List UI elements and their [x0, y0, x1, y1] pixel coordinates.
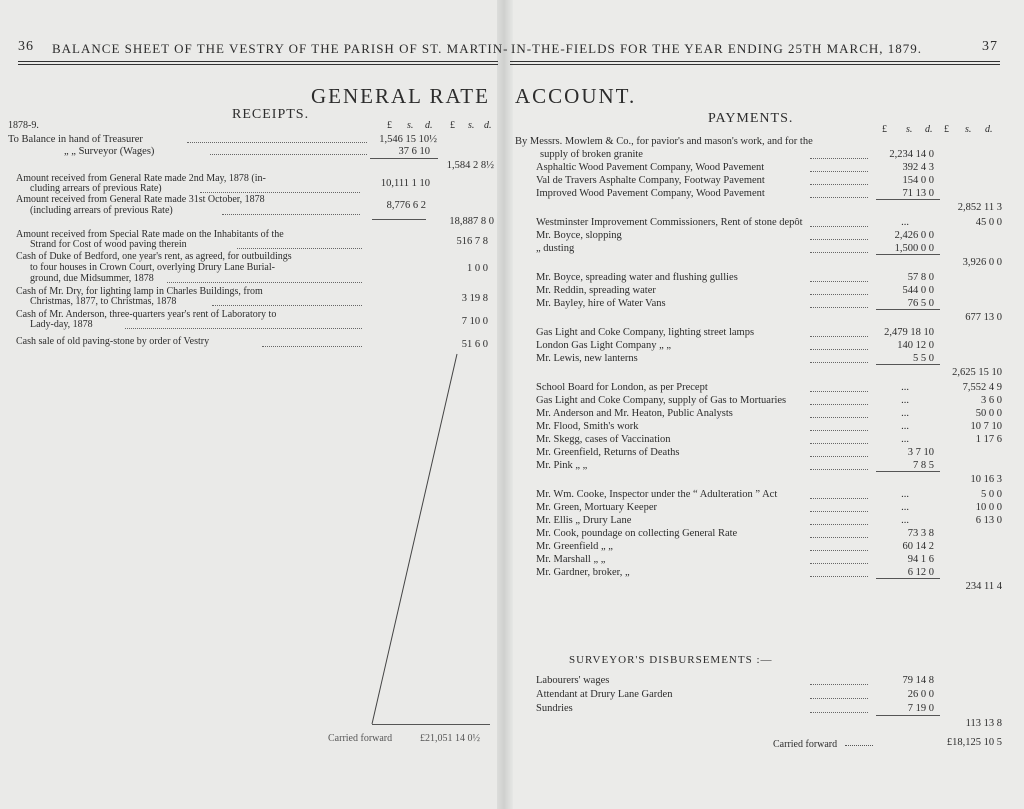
right-running-title: IN-THE-FIELDS FOR THE YEAR ENDING 25TH MARCH, 1879. — [511, 41, 923, 56]
payment-row-outer: 6 13 0 — [975, 515, 1002, 526]
title-right: ACCOUNT. — [515, 84, 637, 108]
payment-row-inner: ... — [901, 408, 909, 419]
dot-leader — [167, 274, 362, 283]
payment-row-outer: 677 13 0 — [965, 312, 1002, 323]
subtotal-rule — [876, 471, 940, 472]
payment-row-text: Mr. Anderson and Mr. Heaton, Public Analysts — [536, 408, 733, 419]
payment-row-inner: 140 12 0 — [897, 340, 934, 351]
payment-row-inner: 60 14 2 — [902, 541, 934, 552]
dot-leader — [210, 146, 367, 155]
dot-leader — [810, 436, 868, 444]
payment-row-inner: 544 0 0 — [902, 285, 934, 296]
payments-col-s-1: s. — [906, 124, 913, 135]
payments-col-pound-2: £ — [944, 124, 949, 135]
receipt-row-text: Amount received from Special Rate made on the Inhabitants of the — [16, 229, 284, 240]
receipts-heading: RECEIPTS. — [232, 107, 310, 122]
dot-leader — [810, 423, 868, 431]
subtotal-rule — [370, 158, 438, 159]
payment-row-text: Mr. Pink „ „ — [536, 460, 588, 471]
receipt-row-text: Cash of Mr. Anderson, three-quarters year's rent of Laboratory to — [16, 309, 277, 320]
payment-row-inner: 79 14 8 — [902, 675, 934, 686]
receipt-row-outer: 51 6 0 — [461, 339, 488, 350]
dot-leader — [810, 517, 868, 525]
receipt-row-outer: 3 19 8 — [461, 293, 488, 304]
payment-row-text: Mr. Gardner, broker, „ — [536, 567, 630, 578]
payments-col-pound-1: £ — [882, 124, 887, 135]
payment-row-text: Attendant at Drury Lane Garden — [536, 689, 673, 700]
payment-row-text: Improved Wood Pavement Company, Wood Pavement — [536, 188, 765, 199]
payment-row-outer: 113 13 8 — [965, 718, 1002, 729]
payment-row-text: Mr. Boyce, slopping — [536, 230, 622, 241]
payments-carried-value: £18,125 10 5 — [946, 737, 1002, 748]
payments-col-s-2: s. — [965, 124, 972, 135]
receipt-row-text: Cash sale of old paving-stone by order of Vestry — [16, 336, 210, 347]
total-rule-left — [372, 724, 490, 725]
payment-row-inner: 2,479 18 10 — [884, 327, 934, 338]
payment-row-text: Mr. Bayley, hire of Water Vans — [536, 298, 666, 309]
payment-row-outer: 3,926 0 0 — [962, 257, 1002, 268]
payment-row-inner: 3 7 10 — [907, 447, 934, 458]
payments-col-d-1: d. — [925, 124, 933, 135]
dot-leader — [810, 151, 868, 159]
receipt-row-outer: 7 10 0 — [461, 316, 488, 327]
receipt-row-text-2: Lady-day, 1878 — [30, 319, 93, 330]
payment-row-text: Asphaltic Wood Pavement Company, Wood Pavement — [536, 162, 765, 173]
subtotal-rule — [876, 199, 940, 200]
payments-heading: PAYMENTS. — [708, 111, 794, 126]
payment-row-outer: 10 7 10 — [970, 421, 1002, 432]
dot-leader — [810, 164, 868, 172]
receipts-col-d-1: d. — [425, 120, 433, 131]
payment-row-inner: ... — [901, 421, 909, 432]
dot-leader — [810, 384, 868, 392]
payment-row-text: Mr. Boyce, spreading water and flushing gullies — [536, 272, 738, 283]
dot-leader — [810, 543, 868, 551]
payment-row-text: Mr. Reddin, spreading water — [536, 285, 656, 296]
dot-leader — [810, 530, 868, 538]
receipt-row-text-2: Christmas, 1877, to Christmas, 1878 — [30, 296, 177, 307]
payment-row-inner: ... — [901, 515, 909, 526]
payment-row-inner: 57 8 0 — [907, 272, 934, 283]
payment-row-inner: 5 5 0 — [913, 353, 934, 364]
right-page-number: 37 — [982, 39, 998, 54]
payment-row-text: „ dusting — [536, 243, 575, 254]
dot-leader — [200, 184, 360, 193]
payment-row-inner: 76 5 0 — [907, 298, 934, 309]
left-page-number: 36 — [18, 39, 34, 54]
subtotal-rule — [372, 219, 426, 220]
title-left: GENERAL RATE — [311, 84, 490, 108]
header-rule-right — [510, 61, 1000, 62]
receipt-row-outer: 1,584 2 8½ — [446, 160, 494, 171]
receipt-row-text-2: Strand for Cost of wood paving therein — [30, 239, 187, 250]
dot-leader — [810, 556, 868, 564]
payment-row-text: Gas Light and Coke Company, lighting street lamps — [536, 327, 755, 338]
payment-row-outer: 1 17 6 — [975, 434, 1002, 445]
payment-row-inner: ... — [901, 217, 909, 228]
dot-leader — [810, 329, 868, 337]
dot-leader — [810, 705, 868, 713]
dot-leader — [810, 177, 868, 185]
book-gutter — [497, 0, 513, 809]
receipt-row-text-2: (including arrears of previous Rate) — [30, 205, 173, 216]
dot-leader — [810, 691, 868, 699]
payment-row-text: Mr. Ellis „ Drury Lane — [536, 515, 632, 526]
payment-row-outer: 2,625 15 10 — [952, 367, 1002, 378]
receipt-row-outer: 18,887 8 0 — [449, 216, 494, 227]
payment-row-inner: 94 1 6 — [907, 554, 934, 565]
dot-leader — [810, 245, 868, 253]
receipt-row-text: „ „ Surveyor (Wages) — [64, 146, 155, 157]
payment-row-text: By Messrs. Mowlem & Co., for pavior's and mason's work, and for the — [515, 136, 813, 147]
payment-row-text: Val de Travers Asphalte Company, Footway Pavement — [536, 175, 765, 186]
payment-row-outer: 45 0 0 — [975, 217, 1002, 228]
header-rule-left — [18, 61, 498, 62]
dot-leader — [810, 491, 868, 499]
dot-leader — [810, 342, 868, 350]
dot-leader — [810, 504, 868, 512]
receipts-col-d-2: d. — [484, 120, 492, 131]
payment-row-outer: 5 0 0 — [981, 489, 1002, 500]
payment-row-inner: ... — [901, 382, 909, 393]
receipt-row-text: Cash of Mr. Dry, for lighting lamp in Charles Buildings, from — [16, 286, 263, 297]
receipt-row-outer: 516 7 8 — [456, 236, 488, 247]
payment-row-inner: 392 4 3 — [902, 162, 934, 173]
receipt-row-outer: 1 0 0 — [467, 263, 488, 274]
dot-leader — [810, 300, 868, 308]
receipt-row-inner: 8,776 6 2 — [386, 200, 426, 211]
receipt-row-text-3: ground, due Midsummer, 1878 — [30, 273, 154, 284]
payment-row-inner: 73 3 8 — [907, 528, 934, 539]
payments-col-d-2: d. — [985, 124, 993, 135]
dot-leader — [810, 287, 868, 295]
dot-leader — [222, 206, 360, 215]
payment-row-inner: 7 8 5 — [913, 460, 934, 471]
payment-row-outer: 234 11 4 — [965, 581, 1002, 592]
payment-row-text: Westminster Improvement Commissioners, Rent of stone depôt — [536, 217, 803, 228]
header-rule-left-2 — [18, 64, 498, 65]
dot-leader — [810, 462, 868, 470]
surveyor-heading: SURVEYOR'S DISBURSEMENTS :— — [569, 654, 773, 666]
subtotal-rule — [876, 364, 940, 365]
subtotal-rule — [876, 578, 940, 579]
subtotal-rule — [876, 309, 940, 310]
payment-row-text: Mr. Wm. Cooke, Inspector under the “ Adulteration ” Act — [536, 489, 778, 500]
payment-row-text: Mr. Green, Mortuary Keeper — [536, 502, 657, 513]
payment-row-outer: 50 0 0 — [975, 408, 1002, 419]
dot-leader — [810, 410, 868, 418]
dot-leader — [810, 190, 868, 198]
dot-leader — [810, 219, 868, 227]
payment-row-text-2: supply of broken granite — [540, 149, 643, 160]
subtotal-rule — [876, 254, 940, 255]
dot-leader — [212, 297, 362, 306]
payment-row-text: Mr. Flood, Smith's work — [536, 421, 639, 432]
payment-row-text: Gas Light and Coke Company, supply of Gas to Mortuaries — [536, 395, 787, 406]
payment-row-text: Mr. Greenfield „ „ — [536, 541, 613, 552]
receipt-row-text-2: cluding arrears of previous Rate) — [30, 183, 162, 194]
payment-row-text: Mr. Skegg, cases of Vaccination — [536, 434, 671, 445]
payment-row-text: Mr. Greenfield, Returns of Deaths — [536, 447, 680, 458]
payment-row-inner: ... — [901, 434, 909, 445]
receipt-row-text: Amount received from General Rate made 31st October, 1878 — [16, 194, 265, 205]
payment-row-outer: 2,852 11 3 — [957, 202, 1002, 213]
dot-leader — [810, 449, 868, 457]
payment-row-text: Mr. Cook, poundage on collecting General Rate — [536, 528, 738, 539]
receipt-row-text-2: to four houses in Crown Court, overlying Drury Lane Burial- — [30, 262, 275, 273]
receipts-carried-value: £21,051 14 0½ — [420, 733, 480, 744]
left-running-title: BALANCE SHEET OF THE VESTRY OF THE PARISH OF ST. MARTIN- — [52, 41, 509, 56]
header-rule-right-2 — [510, 64, 1000, 65]
dot-leader — [125, 320, 362, 329]
payment-row-inner: 2,426 0 0 — [894, 230, 934, 241]
payment-row-outer: 10 16 3 — [970, 474, 1002, 485]
filler-stroke — [360, 350, 470, 730]
payment-row-text: London Gas Light Company „ „ — [536, 340, 672, 351]
receipts-col-pound-1: £ — [387, 120, 392, 131]
dot-leader — [810, 274, 868, 282]
dot-leader — [810, 569, 868, 577]
payment-row-inner: 154 0 0 — [902, 175, 934, 186]
payment-row-inner: 7 19 0 — [907, 703, 934, 714]
dot-leader — [262, 338, 362, 347]
payment-row-text: Mr. Lewis, new lanterns — [536, 353, 638, 364]
dot-leader — [810, 397, 868, 405]
dot-leader — [237, 240, 362, 249]
payment-row-text: Mr. Marshall „ „ — [536, 554, 606, 565]
payment-row-inner: 71 13 0 — [902, 188, 934, 199]
dot-leader — [810, 355, 868, 363]
receipt-row-text: Amount received from General Rate made 2nd May, 1878 (in- — [16, 173, 266, 184]
dot-leader — [845, 745, 873, 746]
receipt-row-inner: 1,546 15 10½ — [379, 134, 437, 145]
receipt-row-inner: 10,111 1 10 — [380, 178, 430, 189]
dot-leader — [810, 232, 868, 240]
payment-row-inner: 26 0 0 — [907, 689, 934, 700]
receipts-year: 1878-9. — [8, 120, 39, 131]
receipt-row-text: Cash of Duke of Bedford, one year's rent, as agreed, for outbuildings — [16, 251, 292, 262]
receipt-row-text: To Balance in hand of Treasurer — [8, 134, 143, 145]
payments-carried-label: Carried forward — [773, 739, 838, 750]
payment-row-inner: ... — [901, 502, 909, 513]
receipts-carried-label: Carried forward — [328, 733, 393, 744]
payment-row-text: Sundries — [536, 703, 573, 714]
payment-row-outer: 7,552 4 9 — [962, 382, 1002, 393]
payment-row-outer: 3 6 0 — [981, 395, 1002, 406]
subtotal-rule — [876, 715, 940, 716]
payment-row-outer: 10 0 0 — [975, 502, 1002, 513]
payment-row-inner: 2,234 14 0 — [889, 149, 934, 160]
dot-leader — [810, 677, 868, 685]
dot-leader — [187, 134, 367, 143]
receipt-row-inner: 37 6 10 — [398, 146, 430, 157]
payment-row-inner: 1,500 0 0 — [894, 243, 934, 254]
payment-row-text: School Board for London, as per Precept — [536, 382, 708, 393]
receipts-col-s-1: s. — [407, 120, 414, 131]
payment-row-inner: ... — [901, 489, 909, 500]
receipts-col-s-2: s. — [468, 120, 475, 131]
payment-row-inner: ... — [901, 395, 909, 406]
payment-row-inner: 6 12 0 — [907, 567, 934, 578]
payment-row-text: Labourers' wages — [536, 675, 610, 686]
receipts-col-pound-2: £ — [450, 120, 455, 131]
